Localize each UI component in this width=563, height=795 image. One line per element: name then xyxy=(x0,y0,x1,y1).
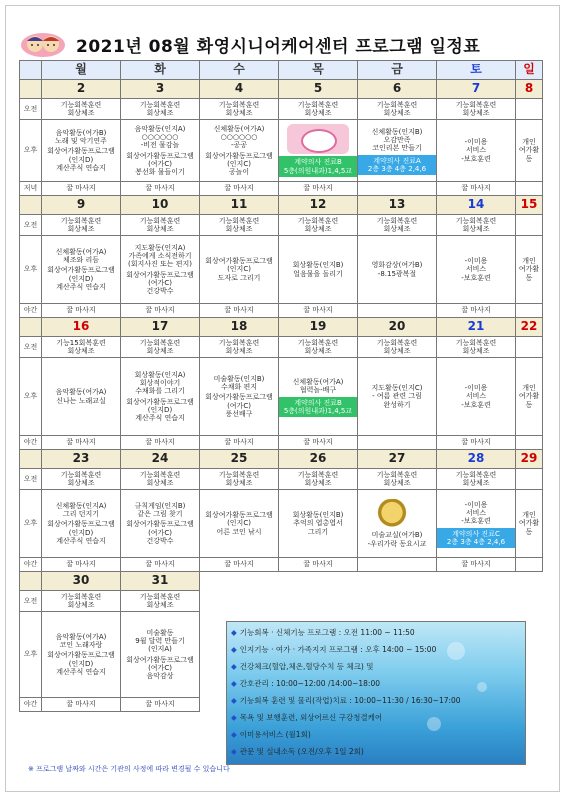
evening-cell: 꿀 마사지 xyxy=(42,436,121,450)
am-cell: 기능회복훈련 회상체조 xyxy=(358,99,437,120)
coin-toy-icon xyxy=(372,499,422,529)
date-cell: 22 xyxy=(516,318,543,337)
evening-cell: 꿀 마사지 xyxy=(437,558,516,572)
diamond-bullet-icon: ◆ xyxy=(231,713,237,722)
am-cell: 기능회복훈련 회상체조 xyxy=(121,337,200,358)
am-cell: 기능회복훈련 회상체조 xyxy=(358,469,437,490)
am-label: 오전 xyxy=(20,337,42,358)
clinic-visit-badge: 계약의사 진료C 2층 3층 4층 2,4,6 xyxy=(437,528,515,548)
pm-activity: 신체활동(여가A) 협력놀-배구 xyxy=(292,378,344,395)
info-text: 기능회복 · 신체기능 프로그램 : 오전 11:00 ~ 11:50 xyxy=(239,628,415,637)
am-cell: 기능회복훈련 회상체조 xyxy=(121,99,200,120)
weekday-7: 일 xyxy=(516,61,543,80)
evening-cell: 꿀 마사지 xyxy=(437,436,516,450)
pm-row xyxy=(20,490,543,558)
am-row xyxy=(20,215,543,236)
pm-cell xyxy=(42,236,121,304)
evening-cell: 꿀 마사지 xyxy=(121,436,200,450)
date-cell: 21 xyxy=(437,318,516,337)
pm-cell xyxy=(42,120,121,182)
am-cell: 기능회복훈련 회상체조 xyxy=(200,337,279,358)
evening-cell: 꿀 마사지 xyxy=(279,558,358,572)
date-cell: 8 xyxy=(516,80,543,99)
info-item xyxy=(231,726,521,743)
pm-cell xyxy=(358,358,437,436)
evening-cell xyxy=(516,558,543,572)
pm-activity-secondary: 회상여가활동프로그램 (여가C) 봉선화 물들이기 xyxy=(126,151,194,176)
info-text: 목욕 및 보행훈련, 외상어르신 구강청결케어 xyxy=(239,713,383,722)
date-cell: 13 xyxy=(358,196,437,215)
evening-cell: 꿀 마사지 xyxy=(42,304,121,318)
evening-cell xyxy=(358,558,437,572)
pm-activity: 신체활동(여가A) 체조와 리듬 xyxy=(55,248,107,265)
am-cell: 기능회복훈련 회상체조 xyxy=(437,469,516,490)
am-cell: 기능회복훈련 회상체조 xyxy=(279,469,358,490)
evening-cell xyxy=(358,304,437,318)
am-cell: 기능회복훈련 회상체조 xyxy=(200,99,279,120)
pm-cell xyxy=(437,120,516,182)
program-info-list xyxy=(227,622,525,762)
weekday-6: 토 xyxy=(437,61,516,80)
evening-cell: 꿀 마사지 xyxy=(279,304,358,318)
pm-activity-secondary: 회상여가활동프로그램 (인지C) 도자로 그리기 xyxy=(205,257,273,282)
am-cell: 기능회복훈련 회상체조 xyxy=(279,215,358,236)
am-cell: 기능회복훈련 회상체조 xyxy=(279,99,358,120)
evening-row xyxy=(20,558,543,572)
evening-cell: 꿀 마사지 xyxy=(437,304,516,318)
info-item xyxy=(231,658,521,675)
corner-cell xyxy=(20,61,42,80)
pm-activity: 음악활동(여가A) 신나는 노래교실 xyxy=(55,388,107,405)
pm-activity-secondary: 회상여가활동프로그램 (인지D) 계산주식 연습지 xyxy=(126,397,194,422)
personal-leisure: 개인 여가활동 xyxy=(518,257,540,282)
pm-cell xyxy=(279,490,358,558)
date-cell: 20 xyxy=(358,318,437,337)
date-cell: 14 xyxy=(437,196,516,215)
event-badge-icon xyxy=(287,124,349,154)
pm-activity: -이미용 서비스 -보호훈련 xyxy=(461,257,491,282)
evening-cell xyxy=(358,436,437,450)
page-title: 2021년 08월 화영시니어케어센터 프로그램 일정표 xyxy=(76,37,481,57)
date-cell: 10 xyxy=(121,196,200,215)
am-cell xyxy=(516,215,543,236)
date-row xyxy=(20,318,543,337)
date-cell: 15 xyxy=(516,196,543,215)
pm-activity-secondary: 미술교실(여가B) -우리가락 동요시교 xyxy=(367,531,427,548)
evening-label: 야간 xyxy=(20,436,42,450)
weekday-1: 월 xyxy=(42,61,121,80)
am-cell: 기능회복훈련 회상체조 xyxy=(200,215,279,236)
pm-activity-secondary: 회상여가활동프로그램 (인지D) 계산주식 연습지 xyxy=(47,147,115,172)
info-text: 인지기능 · 여가 · 가족지지 프로그램 : 오후 14:00 ~ 15:00 xyxy=(239,645,437,654)
am-label: 오전 xyxy=(20,591,42,612)
date-cell: 27 xyxy=(358,450,437,469)
pm-activity-secondary: 회상여가활동프로그램 (인지D) 계산주식 연습지 xyxy=(47,520,115,545)
info-text: 관문 및 실내소독 (오전/오후 1일 2회) xyxy=(239,747,364,756)
evening-label: 야간 xyxy=(20,304,42,318)
date-cell: 23 xyxy=(42,450,121,469)
date-row-spacer xyxy=(20,318,42,337)
pm-activity-secondary: 회상여가활동프로그램 (인지C) 공놀이 xyxy=(205,151,273,176)
am-cell xyxy=(516,469,543,490)
pm-cell xyxy=(121,490,200,558)
pm-cell xyxy=(279,358,358,436)
pm-cell xyxy=(200,358,279,436)
am-row xyxy=(20,99,543,120)
evening-label: 야간 xyxy=(20,698,42,712)
pm-row xyxy=(20,358,543,436)
pm-label: 오후 xyxy=(20,490,42,558)
pm-cell xyxy=(516,120,543,182)
pm-activity-secondary: 회상여가활동프로그램 (인지D) 계산주식 연습지 xyxy=(47,651,115,676)
pm-cell xyxy=(358,120,437,182)
date-cell: 18 xyxy=(200,318,279,337)
evening-cell: 꿀 마사지 xyxy=(279,182,358,196)
date-cell: 31 xyxy=(121,572,200,591)
evening-row xyxy=(20,182,543,196)
am-cell: 기능회복훈련 회상체조 xyxy=(121,469,200,490)
weekday-4: 목 xyxy=(279,61,358,80)
program-info-panel xyxy=(226,621,526,765)
pm-cell xyxy=(121,236,200,304)
weekday-3: 수 xyxy=(200,61,279,80)
pm-cell xyxy=(42,358,121,436)
diamond-bullet-icon: ◆ xyxy=(231,679,237,688)
pm-activity: 음악활동(인지A) ○○○○○○ -비전 물감놀 xyxy=(134,125,186,150)
evening-cell xyxy=(516,436,543,450)
evening-cell xyxy=(358,182,437,196)
pm-activity: 회상활동(인지B) 추억의 엽총엽서 그리기 xyxy=(292,511,344,536)
info-text: 이미용서비스 (월1회) xyxy=(239,730,311,739)
weekday-header-row xyxy=(20,61,543,80)
personal-leisure: 개인 여가활동 xyxy=(518,511,540,536)
pm-activity: 미술활동 9월 달력 만들기 (인지A) xyxy=(135,629,185,654)
info-item xyxy=(231,709,521,726)
pm-cell xyxy=(437,490,516,558)
evening-cell: 꿀 마사지 xyxy=(200,436,279,450)
am-cell: 기능회복훈련 회상체조 xyxy=(358,337,437,358)
am-row xyxy=(20,469,543,490)
pm-activity: 음악활동(여가A) 코인 노래자랑 xyxy=(55,633,107,650)
date-cell: 5 xyxy=(279,80,358,99)
evening-cell: 꿀 마사지 xyxy=(121,558,200,572)
date-row xyxy=(20,450,543,469)
date-row-spacer xyxy=(20,196,42,215)
pm-cell xyxy=(121,612,200,698)
pm-activity-secondary: 회상여가활동프로그램 (여가C) 풍선배구 xyxy=(205,393,273,418)
am-cell: 기능회복훈련 회상체조 xyxy=(437,337,516,358)
evening-cell xyxy=(516,304,543,318)
date-cell: 25 xyxy=(200,450,279,469)
pm-cell xyxy=(200,490,279,558)
am-cell: 기능회복훈련 회상체조 xyxy=(121,591,200,612)
diamond-bullet-icon: ◆ xyxy=(231,730,237,739)
pm-cell xyxy=(279,120,358,182)
evening-cell xyxy=(516,182,543,196)
pm-cell xyxy=(516,358,543,436)
am-row xyxy=(20,337,543,358)
pm-activity: -이미용 서비스 -보호훈련 xyxy=(461,138,491,163)
evening-row xyxy=(20,436,543,450)
pm-cell xyxy=(358,236,437,304)
pm-activity-secondary: 영화감상(여가B) -8.15광복절 xyxy=(371,261,423,278)
clinic-visit-badge: 계약의사 진료A 2층 3층 4층 2,4,6 xyxy=(358,155,436,175)
personal-leisure: 개인 여가활동 xyxy=(518,138,540,163)
evening-cell: 꿀 마사지 xyxy=(121,182,200,196)
pm-activity-secondary: 회상여가활동프로그램 (인지D) 계산주식 연습지 xyxy=(47,266,115,291)
evening-cell: 꿀 마사지 xyxy=(42,182,121,196)
clinic-visit-badge: 계약의사 진료B 5층(의원내과)1,4,5교 xyxy=(279,156,357,176)
pm-activity: 신체활동(여가A) ○○○○○○ -공공 xyxy=(213,125,265,150)
evening-cell: 꿀 마사지 xyxy=(200,182,279,196)
weekday-2: 화 xyxy=(121,61,200,80)
evening-cell: 꿀 마사지 xyxy=(121,304,200,318)
pm-cell xyxy=(121,120,200,182)
diamond-bullet-icon: ◆ xyxy=(231,696,237,705)
pm-activity: -이미용 서비스 -보호훈련 xyxy=(461,501,491,526)
am-cell: 기능회복훈련 회상체조 xyxy=(42,215,121,236)
diamond-bullet-icon: ◆ xyxy=(231,662,237,671)
pm-cell xyxy=(121,358,200,436)
title-area xyxy=(16,28,551,58)
date-cell: 17 xyxy=(121,318,200,337)
pm-activity: 신체활동(인지B) 오감만족 코인리본 만들기 xyxy=(371,128,423,153)
date-cell: 26 xyxy=(279,450,358,469)
date-cell: 9 xyxy=(42,196,121,215)
pm-cell xyxy=(437,358,516,436)
date-cell: 12 xyxy=(279,196,358,215)
info-item xyxy=(231,624,521,641)
pm-activity: 신체활동(인지A) 그리 던지기 xyxy=(55,502,107,519)
pm-activity: 미술활동(인지B) 수채화 편지 xyxy=(213,375,265,392)
evening-cell: 꿀 마사지 xyxy=(121,698,200,712)
pm-activity: 규칙게임(인지B) 같은 그림 찾기 xyxy=(134,502,186,519)
pm-activity: 회상여가활동프로그램 (인지C) 어른 코인 낚시 xyxy=(205,511,273,536)
pm-row xyxy=(20,236,543,304)
date-cell: 6 xyxy=(358,80,437,99)
date-cell: 3 xyxy=(121,80,200,99)
date-cell: 16 xyxy=(42,318,121,337)
am-cell: 기능회복훈련 회상체조 xyxy=(42,591,121,612)
am-cell: 기능회복훈련 회상체조 xyxy=(279,337,358,358)
pm-cell xyxy=(200,120,279,182)
evening-label: 야간 xyxy=(20,558,42,572)
date-cell: 4 xyxy=(200,80,279,99)
pm-cell xyxy=(437,236,516,304)
schedule-footnote: ※ 프로그램 날짜와 시간은 기관의 사정에 따라 변경될 수 있습니다 xyxy=(28,765,230,773)
diamond-bullet-icon: ◆ xyxy=(231,645,237,654)
pm-row xyxy=(20,120,543,182)
am-cell xyxy=(516,99,543,120)
evening-cell: 꿀 마사지 xyxy=(200,304,279,318)
am-label: 오전 xyxy=(20,215,42,236)
info-item xyxy=(231,641,521,658)
pm-activity-secondary: 회상여가활동프로그램 (여가C) 건강박수 xyxy=(126,520,194,545)
date-cell: 2 xyxy=(42,80,121,99)
personal-leisure: 개인 여가활동 xyxy=(518,384,540,409)
date-cell: 29 xyxy=(516,450,543,469)
am-cell: 기능회복훈련 회상체조 xyxy=(437,99,516,120)
evening-row xyxy=(20,304,543,318)
evening-cell: 꿀 마사지 xyxy=(437,182,516,196)
evening-label: 저녁 xyxy=(20,182,42,196)
pm-cell xyxy=(200,236,279,304)
am-cell: 기능회복훈련 회상체조 xyxy=(358,215,437,236)
date-cell: 30 xyxy=(42,572,121,591)
weekday-5: 금 xyxy=(358,61,437,80)
am-cell: 기능15회복훈련 회상체조 xyxy=(42,337,121,358)
date-cell: 19 xyxy=(279,318,358,337)
pm-label: 오후 xyxy=(20,358,42,436)
pm-activity: 회상활동(인지A) 회상적이야기 수채화를 그리기 xyxy=(134,371,186,396)
evening-cell: 꿀 마사지 xyxy=(42,698,121,712)
date-row xyxy=(20,572,543,591)
am-cell: 기능회복훈련 회상체조 xyxy=(42,469,121,490)
am-cell: 기능회복훈련 회상체조 xyxy=(42,99,121,120)
program-calendar xyxy=(19,60,543,712)
clinic-visit-badge: 계약의사 진료B 5층(의원내과)1,4,5교 xyxy=(279,397,357,417)
date-row-spacer xyxy=(20,450,42,469)
pm-label: 오후 xyxy=(20,120,42,182)
date-cell: 24 xyxy=(121,450,200,469)
pm-cell xyxy=(42,490,121,558)
pm-activity: 지도활동(인지C) - 여름 관련 그림 완성하기 xyxy=(371,384,423,409)
pm-cell xyxy=(42,612,121,698)
info-text: 건강체크(혈압,체온,혈당수치 등 체크) 및 xyxy=(239,662,374,671)
am-label: 오전 xyxy=(20,469,42,490)
am-cell xyxy=(516,337,543,358)
couple-logo-icon xyxy=(20,30,66,58)
evening-cell: 꿀 마사지 xyxy=(279,436,358,450)
am-cell: 기능회복훈련 회상체조 xyxy=(121,215,200,236)
info-item xyxy=(231,743,521,760)
date-row-spacer xyxy=(20,572,42,591)
pm-cell xyxy=(516,236,543,304)
pm-activity: 지도활동(인지A) 가족에게 소식전하기 (회지사진 또는 편지) xyxy=(127,244,192,269)
info-item xyxy=(231,692,521,709)
date-row-spacer xyxy=(20,80,42,99)
am-cell: 기능회복훈련 회상체조 xyxy=(200,469,279,490)
pm-label: 오후 xyxy=(20,236,42,304)
date-cell: 11 xyxy=(200,196,279,215)
diamond-bullet-icon: ◆ xyxy=(231,747,237,756)
date-row xyxy=(20,196,543,215)
pm-activity: -이미용 서비스 -보호훈련 xyxy=(461,384,491,409)
date-cell: 7 xyxy=(437,80,516,99)
am-cell: 기능회복훈련 회상체조 xyxy=(437,215,516,236)
pm-activity-secondary: 회상활동(인지B) 얼음물을 돌리기 xyxy=(292,261,344,278)
pm-activity-secondary: 회상여가활동프로그램 (여가C) 음악감상 xyxy=(126,655,194,680)
diamond-bullet-icon: ◆ xyxy=(231,628,237,637)
info-text: 기능회복 훈련 및 물리(작업)치료 : 10:00~11:30 / 16:30~17:00 xyxy=(239,696,461,705)
date-row xyxy=(20,80,543,99)
date-cell: 28 xyxy=(437,450,516,469)
info-text: 간호관리 : 10:00~12:00 /14:00~18:00 xyxy=(239,679,380,688)
pm-label: 오후 xyxy=(20,612,42,698)
am-label: 오전 xyxy=(20,99,42,120)
pm-cell xyxy=(516,490,543,558)
evening-cell: 꿀 마사지 xyxy=(200,558,279,572)
pm-cell xyxy=(358,490,437,558)
evening-cell: 꿀 마사지 xyxy=(42,558,121,572)
info-item xyxy=(231,675,521,692)
pm-cell xyxy=(279,236,358,304)
pm-activity-secondary: 회상여가활동프로그램 (여가C) 건강박수 xyxy=(126,270,194,295)
pm-activity: 음악활동(여가B) 노래 및 악기연주 xyxy=(55,129,107,146)
